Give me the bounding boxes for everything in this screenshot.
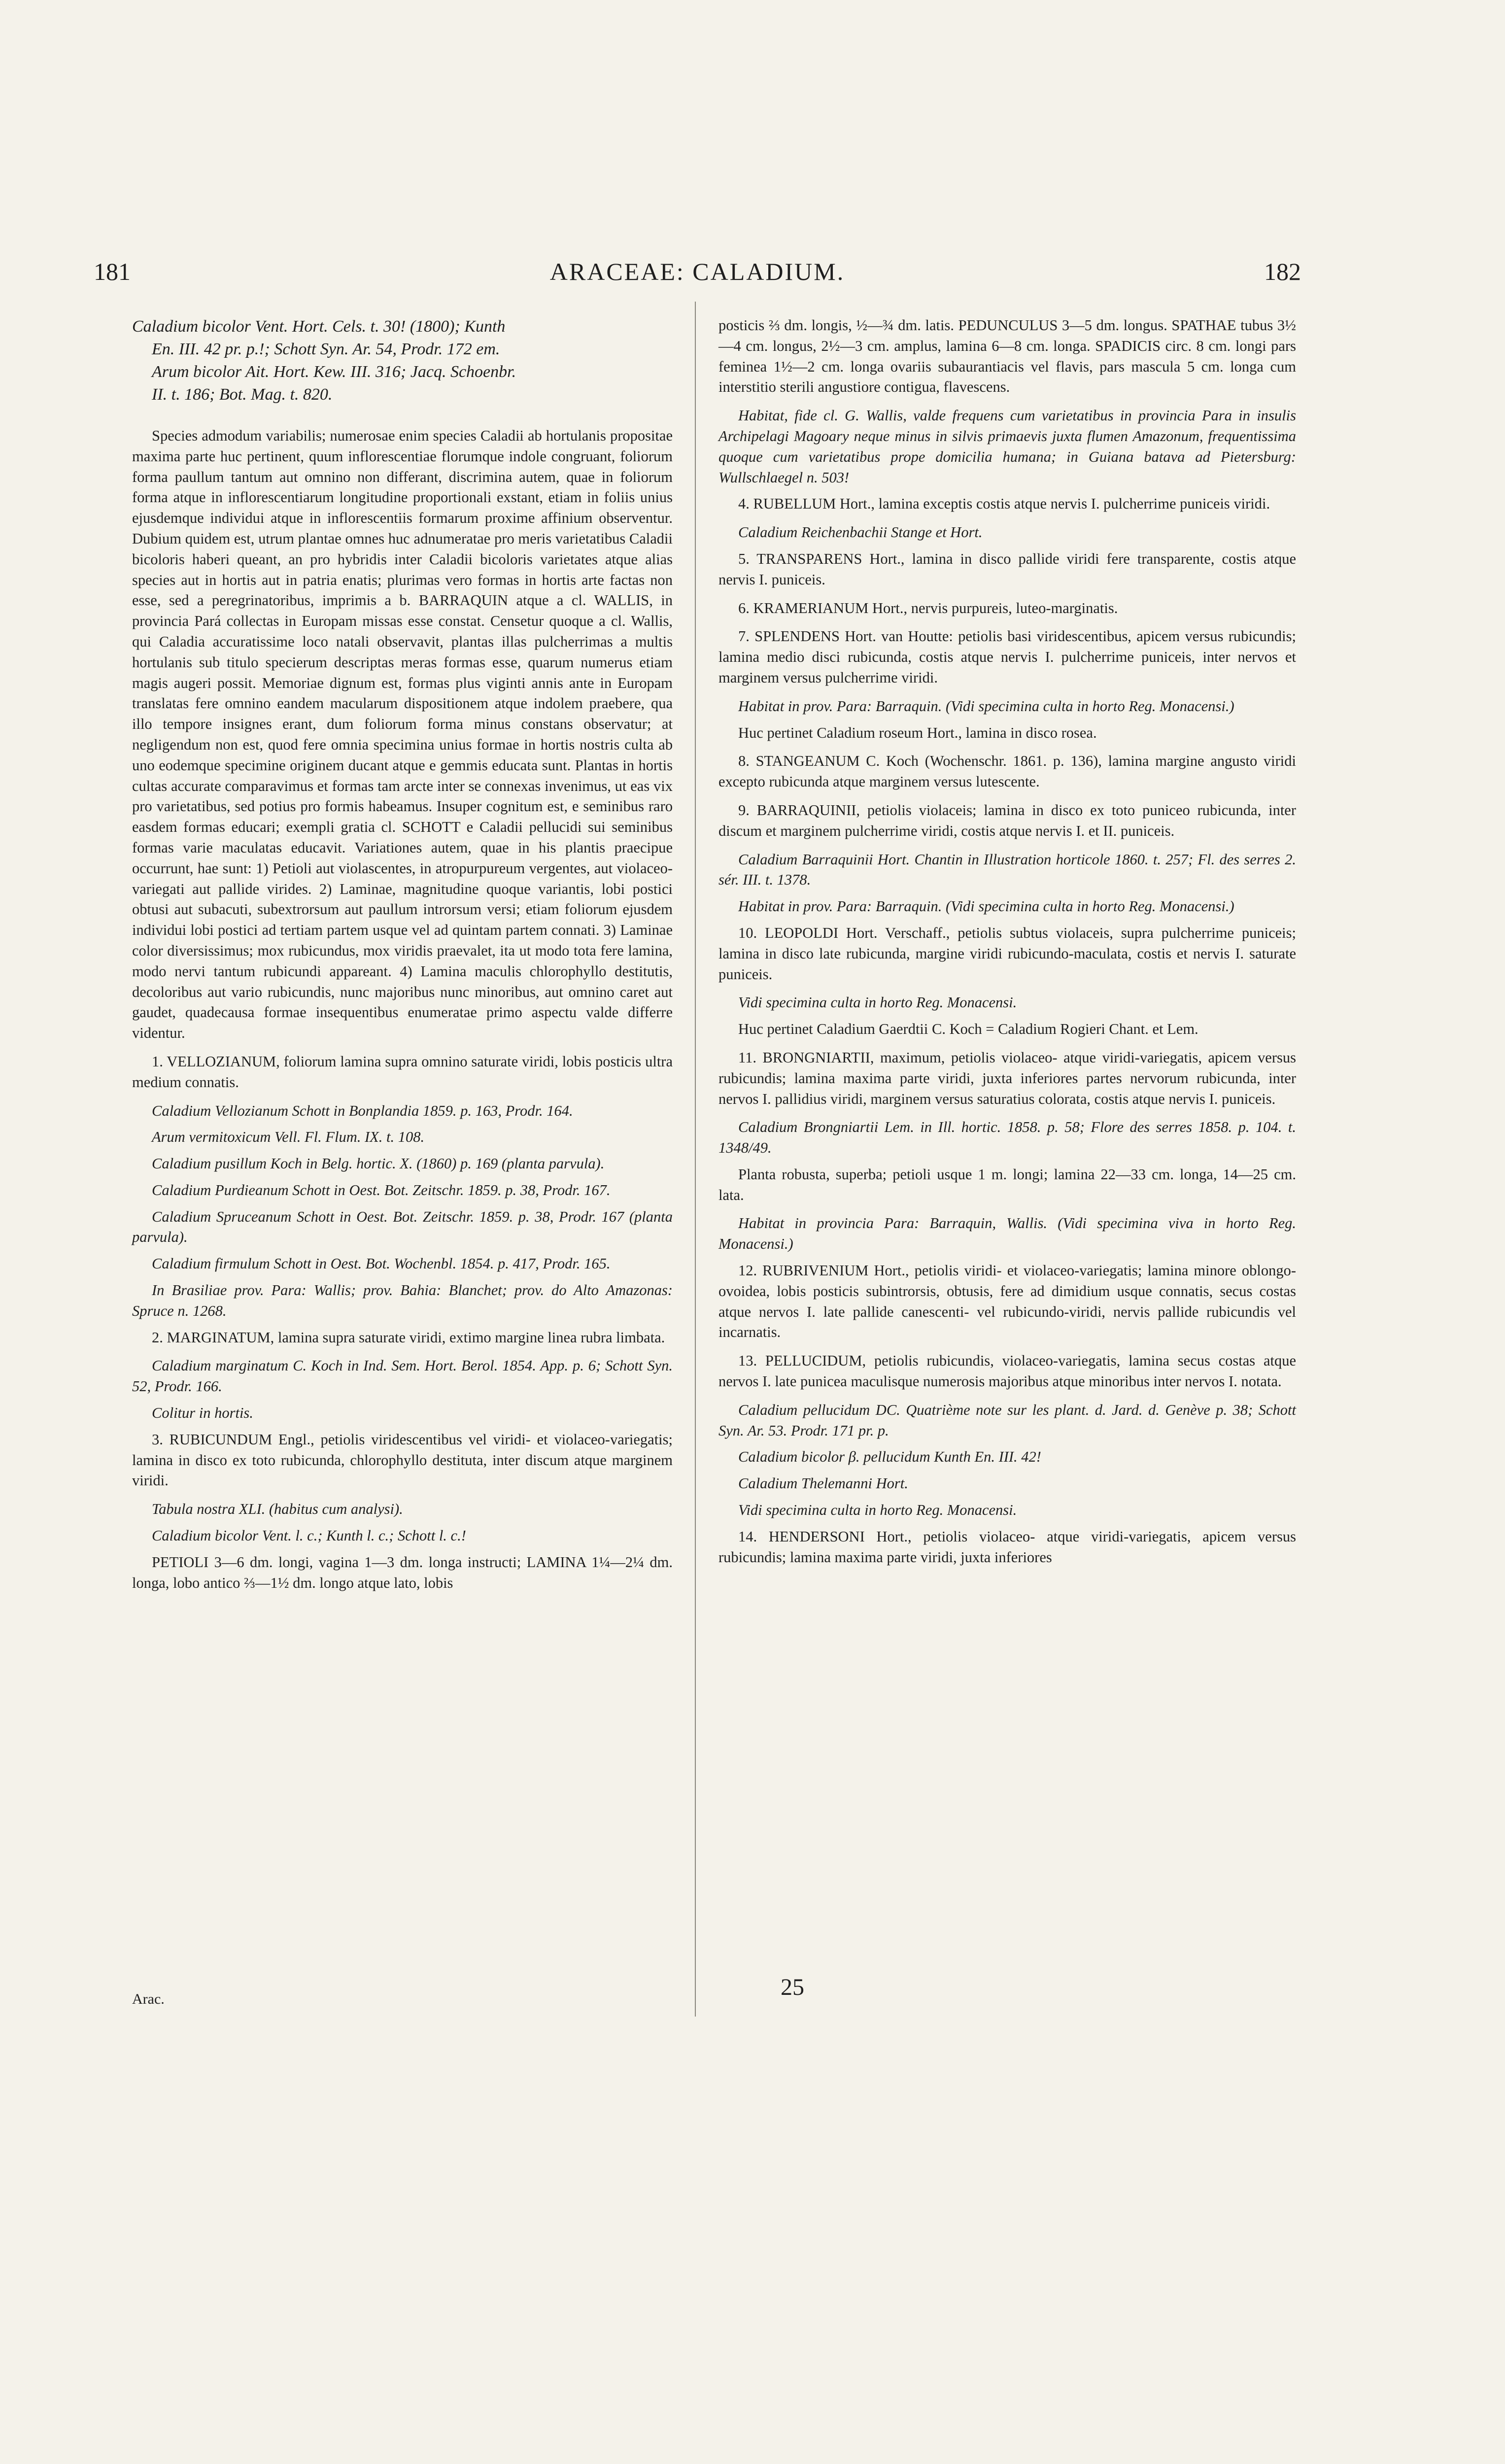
citation: Colitur in hortis.: [152, 1404, 253, 1422]
citation: Caladium Purdieanum Schott in Oest. Bot. Zeitschr. 1859. p. 38, Prodr. 167.: [152, 1181, 611, 1198]
variety-paragraph: 3. RUBICUNDUM Engl., petiolis viridescentibus vel viridi- et violaceo-variegatis; lamina in disco ex toto rubicunda, chlorophyllo destituta, inter discum atque marginem viridi.: [132, 1431, 673, 1489]
variety-paragraph: 13. PELLUCIDUM, petiolis rubicundis, violaceo-variegatis, lamina secus costas atque nervos I. late punicea maculisque numerosis majoribus atque minoribus inter nervos I. notata.: [718, 1352, 1296, 1390]
reference-line: En. III. 42 pr. p.!; Schott Syn. Ar. 54, Prodr. 172 em.: [152, 340, 500, 358]
left-column: [132, 315, 673, 1601]
page-header: [94, 257, 1301, 297]
habitat-note: In Brasiliae prov. Para: Wallis; prov. Bahia: Blanchet; prov. do Alto Amazonas: Spruce n. 1268.: [132, 1282, 673, 1319]
right-column: [718, 315, 1296, 1575]
variety-paragraph: 14. HENDERSONI Hort., petiolis violaceo- atque viridi-variegatis, apicem versus rubicundis; lamina maxima parte viridi, juxta inferiores: [718, 1528, 1296, 1566]
variety-paragraph: 7. SPLENDENS Hort. van Houtte: petiolis basi viridescentibus, apicem versus rubicundis; lamina medio disci rubicunda, costis atque nervis I. pulcherrime puniceis, inter nervos et marginem versus pulcherrime viridi.: [718, 628, 1296, 686]
description-paragraph: PETIOLI 3—6 dm. longi, vagina 1—3 dm. longa instructi; LAMINA 1¼—2¼ dm. longa, lobo antico ⅔—1½ dm. longo atque lato, lobis: [132, 1553, 673, 1591]
citation: Caladium bicolor Vent. l. c.; Kunth l. c.; Schott l. c.!: [152, 1527, 466, 1544]
habitat-note: Vidi specimina culta in horto Reg. Monacensi.: [738, 1502, 1017, 1519]
citation: Tabula nostra XLI. (habitus cum analysi).: [152, 1501, 403, 1518]
signature-mark: Arac.: [132, 1991, 165, 2007]
citation: Caladium Barraquinii Hort. Chantin in Illustration horticole 1860. t. 257; Fl. des serres 2. sér. III. t. 1378.: [718, 851, 1296, 889]
citation: Caladium firmulum Schott in Oest. Bot. Wochenbl. 1854. p. 417, Prodr. 165.: [152, 1255, 611, 1272]
citation: Caladium Thelemanni Hort.: [738, 1475, 908, 1492]
note-paragraph: Huc pertinet Caladium roseum Hort., lamina in disco rosea.: [738, 724, 1097, 741]
sheet-number: 25: [781, 1974, 804, 2000]
note-paragraph: Planta robusta, superba; petioli usque 1 m. longi; lamina 22—33 cm. longa, 14—25 cm. lata.: [718, 1165, 1296, 1203]
spacer: [132, 406, 673, 426]
reference-line: Arum bicolor Ait. Hort. Kew. III. 316; Jacq. Schoenbr.: [152, 363, 516, 381]
species-reference: [132, 315, 673, 406]
variety-paragraph: 6. KRAMERIANUM Hort., nervis purpureis, luteo-marginatis.: [738, 599, 1118, 616]
citation: Caladium pellucidum DC. Quatrième note sur les plant. d. Jard. d. Genève p. 38; Schott Syn. Ar. 53. Prodr. 171 pr. p.: [718, 1401, 1296, 1439]
variety-paragraph: 9. BARRAQUINII, petiolis violaceis; lamina in disco ex toto puniceo rubicunda, inter discum et marginem pulcherrime viridi, costis atque nervis I. et II. puniceis.: [718, 801, 1296, 839]
reference-line: II. t. 186; Bot. Mag. t. 820.: [152, 385, 333, 404]
variety-paragraph: 10. LEOPOLDI Hort. Verschaff., petiolis subtus violaceis, supra pulcherrime puniceis; lamina in disco late rubicunda, margine viridi rubicundo-maculata, costis et nervis I. saturate puniceis.: [718, 924, 1296, 983]
description-paragraph: posticis ⅔ dm. longis, ½—¾ dm. latis. PEDUNCULUS 3—5 dm. longus. SPATHAE tubus 3½—4 cm. longus, 2½—3 cm. amplus, lamina 6—8 cm. longa. SPADICIS circ. 8 cm. longi pars feminea 1½—2 cm. longa ovariis subaurantiacis vel flavis, pars mascula 5 cm. longa cum interstitio sterili angustiore contigua, flavescens.: [718, 317, 1296, 396]
habitat-note: Habitat in prov. Para: Barraquin. (Vidi specimina culta in horto Reg. Monacensi.): [738, 697, 1234, 715]
running-title: ARACEAE: CALADIUM.: [549, 258, 845, 285]
citation: Caladium marginatum C. Koch in Ind. Sem. Hort. Berol. 1854. App. p. 6; Schott Syn. 52, Prodr. 166.: [132, 1357, 673, 1395]
citation: Arum vermitoxicum Vell. Fl. Flum. IX. t. 108.: [152, 1129, 425, 1146]
habitat-note: Habitat in provincia Para: Barraquin, Wallis. (Vidi specimina viva in horto Reg. Monacensi.): [718, 1215, 1296, 1253]
note-paragraph: Huc pertinet Caladium Gaerdtii C. Koch = Caladium Rogieri Chant. et Lem.: [738, 1021, 1198, 1038]
citation: Caladium bicolor β. pellucidum Kunth En. III. 42!: [738, 1448, 1041, 1466]
citation: Caladium pusillum Koch in Belg. hortic. X. (1860) p. 169 (planta parvula).: [152, 1155, 605, 1172]
reference-line: Caladium bicolor Vent. Hort. Cels. t. 30! (1800); Kunth: [132, 317, 506, 336]
habitat-note: Habitat, fide cl. G. Wallis, valde frequens cum varietatibus in provincia Para in insulis Archipelagi Magoary neque minus in silvis primaevis juxta flumen Amazonum, frequentissima quoque cum varietatibus prope domicilia humana; in Guiana batava ad Pietersburg: Wullschlaegel n. 503!: [718, 407, 1296, 486]
variety-paragraph: 2. MARGINATUM, lamina supra saturate viridi, extimo margine linea rubra limbata.: [152, 1329, 665, 1346]
right-page-number: 182: [1264, 258, 1301, 285]
habitat-note: Habitat in prov. Para: Barraquin. (Vidi specimina culta in horto Reg. Monacensi.): [738, 898, 1234, 915]
variety-paragraph: 11. BRONGNIARTII, maximum, petiolis violaceo- atque viridi-variegatis, apicem versus rubicundis; lamina maxima parte viridi, juxta inferiores partes nervorum rubicunda, inter nervos I. pallidius viridi, marginem versus saturatius colorata, costis atque nervis I. puniceis.: [718, 1049, 1296, 1107]
variety-paragraph: 8. STANGEANUM C. Koch (Wochenschr. 1861. p. 136), lamina margine angusto viridi excepto rubicunda atque marginem versus lutescente.: [718, 753, 1296, 790]
citation: Caladium Spruceanum Schott in Oest. Bot. Zeitschr. 1859. p. 38, Prodr. 167 (planta parvula).: [132, 1208, 673, 1246]
description-paragraph: Species admodum variabilis; numerosae enim species Caladii ab hortulanis propositae maxima parte huc pertinent, quum inflorescentiae florumque indole congruant, foliorum forma paullum tantum aut omnino non differant, discrimina autem, quae in foliorum forma atque in inflorescentiarum longitudine proportionali exstant, etiam in foliis unius ejusdemque individui atque in inflorescentiis formarum proxime affinium observentur. Dubium quidem est, utrum plantae omnes huc adnumeratae pro meris varietatibus Caladii bicoloris haberi queant, an pro hybridis inter Caladii bicoloris varietates atque alias species aut in hortis aut in patria enatis; plurimas vero formas in hortis arte factas non esse, sed a peregrinatoribus, imprimis a b. BARRAQUIN atque a cl. WALLIS, in provincia Pará collectas in Europam missas esse constat. Censetur quoque a cl. Wallis, qui Caladia accuratissime loco natali observavit, plantas illas pulcherrimas a multis hortulanis sub titulo specierum descriptas meras formas esse, quarum numerus etiam magis augeri possit. Memoriae dignum est, formas plus viginti annis ante in Europam translatas fere omnino eandem macularum dispositionem atque indolem praebere, qua illo tempore insignes erant, dum foliorum forma minus constans observatur; at negligendum non est, quod fere omnia specimina unius formae in hortis nostris culta ab uno eodemque specimine originem ducant atque e gemmis educata sunt. Plantas in hortis cultas accurate comparavimus et formas tam arcte inter se connexas invenimus, ut eas vix pro varietatibus, sed potius pro formis habeamus. Insuper cognitum est, e seminibus raro easdem formas educari; exempli gratia cl. SCHOTT e Caladii pellucidi sui seminibus formas varie maculatas educavit. Variationes autem, quae in his plantis praecipue occurrunt, hae sunt: 1) Petioli aut violascentes, in atropurpureum vergentes, aut violaceo-variegati aut pallide virides. 2) Laminae, magnitudine quoque variantis, lobi postici obtusi aut subacuti, subextrorsum aut paullum introrsum versi; etiam foliorum ejusdem individui lobi postici ad tertiam partem usque vel ad quintam partem connati. 3) Laminae color diversissimus; mox rubicundus, mox viridis praevalet, ita ut modo tota fere lamina, modo nervi tantum rubicundi appareant. 4) Lamina maculis chlorophyllo destitutis, decoloribus aut vario rubicundis, nunc majoribus nunc minoribus, aut omnino caret aut gaudet, quadecausa formae insequentibus enumeratae primo aspectu valde differre videntur.: [132, 427, 673, 1042]
left-page-number: 181: [94, 258, 131, 285]
column-divider: [695, 302, 696, 2017]
citation: Caladium Vellozianum Schott in Bonplandia 1859. p. 163, Prodr. 164.: [152, 1102, 573, 1119]
variety-paragraph: 4. RUBELLUM Hort., lamina exceptis costis atque nervis I. pulcherrime puniceis viridi.: [738, 495, 1270, 513]
citation: Caladium Brongniartii Lem. in Ill. hortic. 1858. p. 58; Flore des serres 1858. p. 104. t. 1348/49.: [718, 1119, 1296, 1157]
citation: Caladium Reichenbachii Stange et Hort.: [738, 524, 983, 541]
variety-paragraph: 1. VELLOZIANUM, foliorum lamina supra omnino saturate viridi, lobis posticis ultra medium connatis.: [132, 1053, 673, 1091]
variety-paragraph: 12. RUBRIVENIUM Hort., petiolis viridi- et violaceo-variegatis; lamina minore oblongo-ovoidea, lobis posticis subintrorsis, obtusis, fere ad dimidium usque connatis, secus costas atque nervos I. late pallide canescenti- vel rubicundo-viridi, nervis pallide rubicundis vel incarnatis.: [718, 1262, 1296, 1341]
variety-paragraph: 5. TRANSPARENS Hort., lamina in disco pallide viridi fere transparente, costis atque nervis I. puniceis.: [718, 550, 1296, 588]
habitat-note: Vidi specimina culta in horto Reg. Monacensi.: [738, 994, 1017, 1011]
